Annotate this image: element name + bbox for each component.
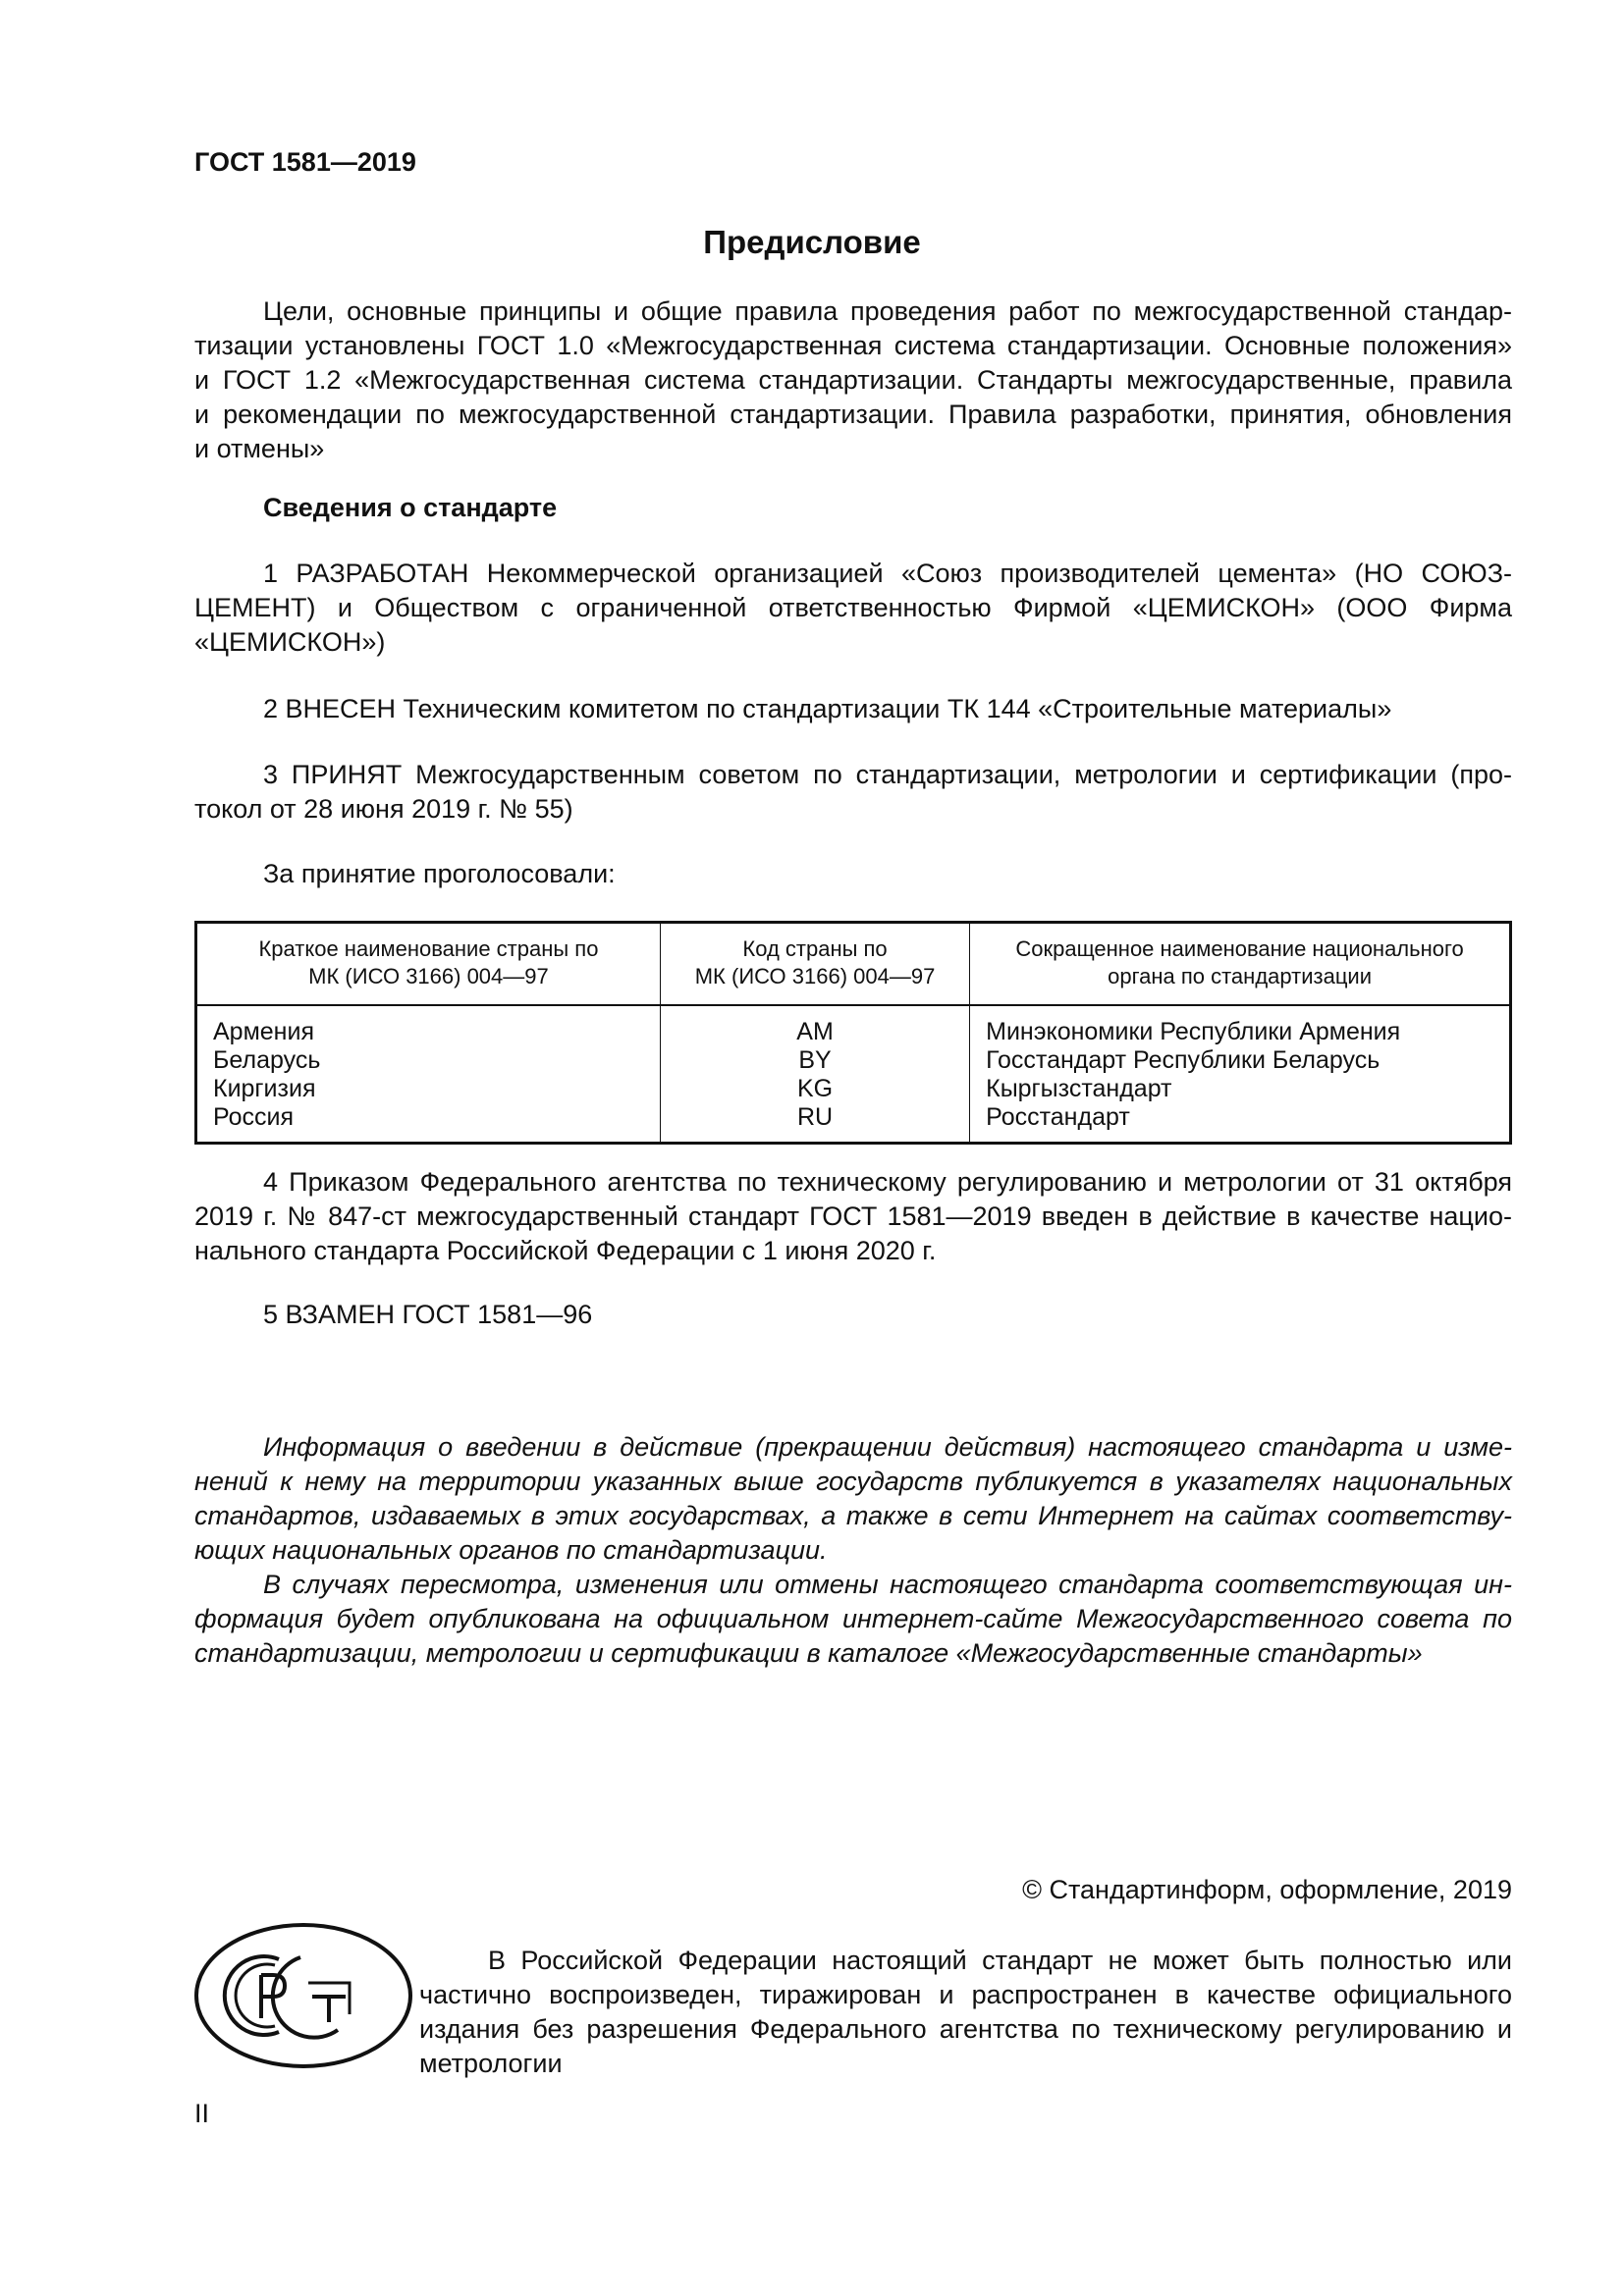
country-names-cell (196, 1005, 661, 1144)
country-name: Беларусь (213, 1046, 321, 1074)
info-line: Информация о введении в действие (прекращении действия) настоящего стандарта и изме- (263, 1432, 1512, 1462)
info-line: стандартизации, метрологии и сертификации в каталоге «Межгосударственные стандарты» (194, 1638, 1423, 1668)
header-line: МК (ИСО 3166) 004—97 (308, 964, 549, 988)
country-name: Киргизия (213, 1075, 316, 1102)
country-code: AM (796, 1018, 834, 1045)
document-code: ГОСТ 1581—2019 (194, 147, 416, 177)
section-heading: Сведения о стандарте (263, 493, 558, 522)
page-number: II (194, 2099, 210, 2128)
standards-bodies-cell (970, 1005, 1511, 1144)
standards-body: Госстандарт Республики Беларусь (986, 1046, 1380, 1074)
header-line: МК (ИСО 3166) 004—97 (694, 964, 936, 988)
footer-line: метрологии (419, 2049, 563, 2078)
item-4-line: нального стандарта Российской Федерации с 1 июня 2020 г. (194, 1236, 937, 1265)
country-code: RU (796, 1103, 834, 1131)
item-1-line: ЦЕМЕНТ) и Обществом с ограниченной ответственностью Фирмой «ЦЕМИСКОН» (ООО Фирма (194, 593, 1512, 622)
header-line: Сокращенное наименование национального (1015, 936, 1464, 961)
rst-logo-icon (192, 1920, 414, 2071)
info-line: ющих национальных органов по стандартизации. (194, 1535, 828, 1565)
item-3-line: 3 ПРИНЯТ Межгосударственным советом по стандартизации, метрологии и сертификации (про- (263, 760, 1512, 789)
footer-line: частично воспроизведен, тиражирован и распространен в качестве официального (419, 1980, 1512, 2009)
country-code: BY (798, 1046, 832, 1074)
item-3-line: токол от 28 июня 2019 г. № 55) (194, 794, 573, 824)
voted-label: За принятие проголосовали: (263, 859, 616, 888)
country-name: Армения (213, 1018, 314, 1045)
item-1-line: 1 РАЗРАБОТАН Некоммерческой организацией «Союз производителей цемента» (НО СОЮЗ- (263, 559, 1512, 588)
copyright-notice: © Стандартинформ, оформление, 2019 (1022, 1875, 1512, 1904)
intro-line: и отмены» (194, 434, 325, 463)
footer-line: издания без разрешения Федерального агентства по техническому регулированию и (419, 2014, 1512, 2044)
header-line: органа по стандартизации (1108, 964, 1373, 988)
table-header-row (196, 923, 1511, 1006)
intro-line: и рекомендации по межгосударственной стандартизации. Правила разработки, принятия, обновления (194, 400, 1512, 429)
table-row (196, 1005, 1511, 1144)
standards-body: Кыргызстандарт (986, 1075, 1172, 1102)
page-title: Предисловие (703, 224, 921, 260)
country-code: KG (796, 1075, 834, 1102)
info-line: формация будет опубликована на официальном интернет-сайте Межгосударственного совета по (194, 1604, 1512, 1633)
item-2: 2 ВНЕСЕН Техническим комитетом по стандартизации ТК 144 «Строительные материалы» (263, 694, 1392, 723)
header-line: Краткое наименование страны по (258, 936, 599, 961)
header-country-name (196, 923, 661, 1006)
countries-table (194, 921, 1512, 1145)
info-line: нений к нему на территории указанных выше государств публикуется в указателях национальных (194, 1467, 1512, 1496)
intro-line: Цели, основные принципы и общие правила проведения работ по межгосударственной стандар- (263, 296, 1512, 326)
intro-line: и ГОСТ 1.2 «Межгосударственная система стандартизации. Стандарты межгосударственные, правила (194, 365, 1512, 395)
country-codes-cell (660, 1005, 969, 1144)
item-1-line: «ЦЕМИСКОН») (194, 627, 386, 657)
header-line: Код страны по (742, 936, 888, 961)
country-name: Россия (213, 1103, 294, 1131)
header-country-code (660, 923, 969, 1006)
standards-body: Росстандарт (986, 1103, 1130, 1131)
standards-body: Минэкономики Республики Армения (986, 1018, 1401, 1045)
header-standards-body (970, 923, 1511, 1006)
info-line: В случаях пересмотра, изменения или отмены настоящего стандарта соответствующая ин- (263, 1570, 1512, 1599)
info-line: стандартов, издаваемых в этих государствах, а также в сети Интернет на сайтах соответству- (194, 1501, 1512, 1530)
footer-line: В Российской Федерации настоящий стандарт не может быть полностью или (488, 1946, 1512, 1975)
item-4-line: 2019 г. № 847-ст межгосударственный стандарт ГОСТ 1581—2019 введен в действие в качестве нацио- (194, 1201, 1512, 1231)
intro-line: тизации установлены ГОСТ 1.0 «Межгосударственная система стандартизации. Основные положения» (194, 331, 1512, 360)
item-4-line: 4 Приказом Федерального агентства по техническому регулированию и метрологии от 31 октября (263, 1167, 1512, 1197)
item-5: 5 ВЗАМЕН ГОСТ 1581—96 (263, 1300, 593, 1329)
